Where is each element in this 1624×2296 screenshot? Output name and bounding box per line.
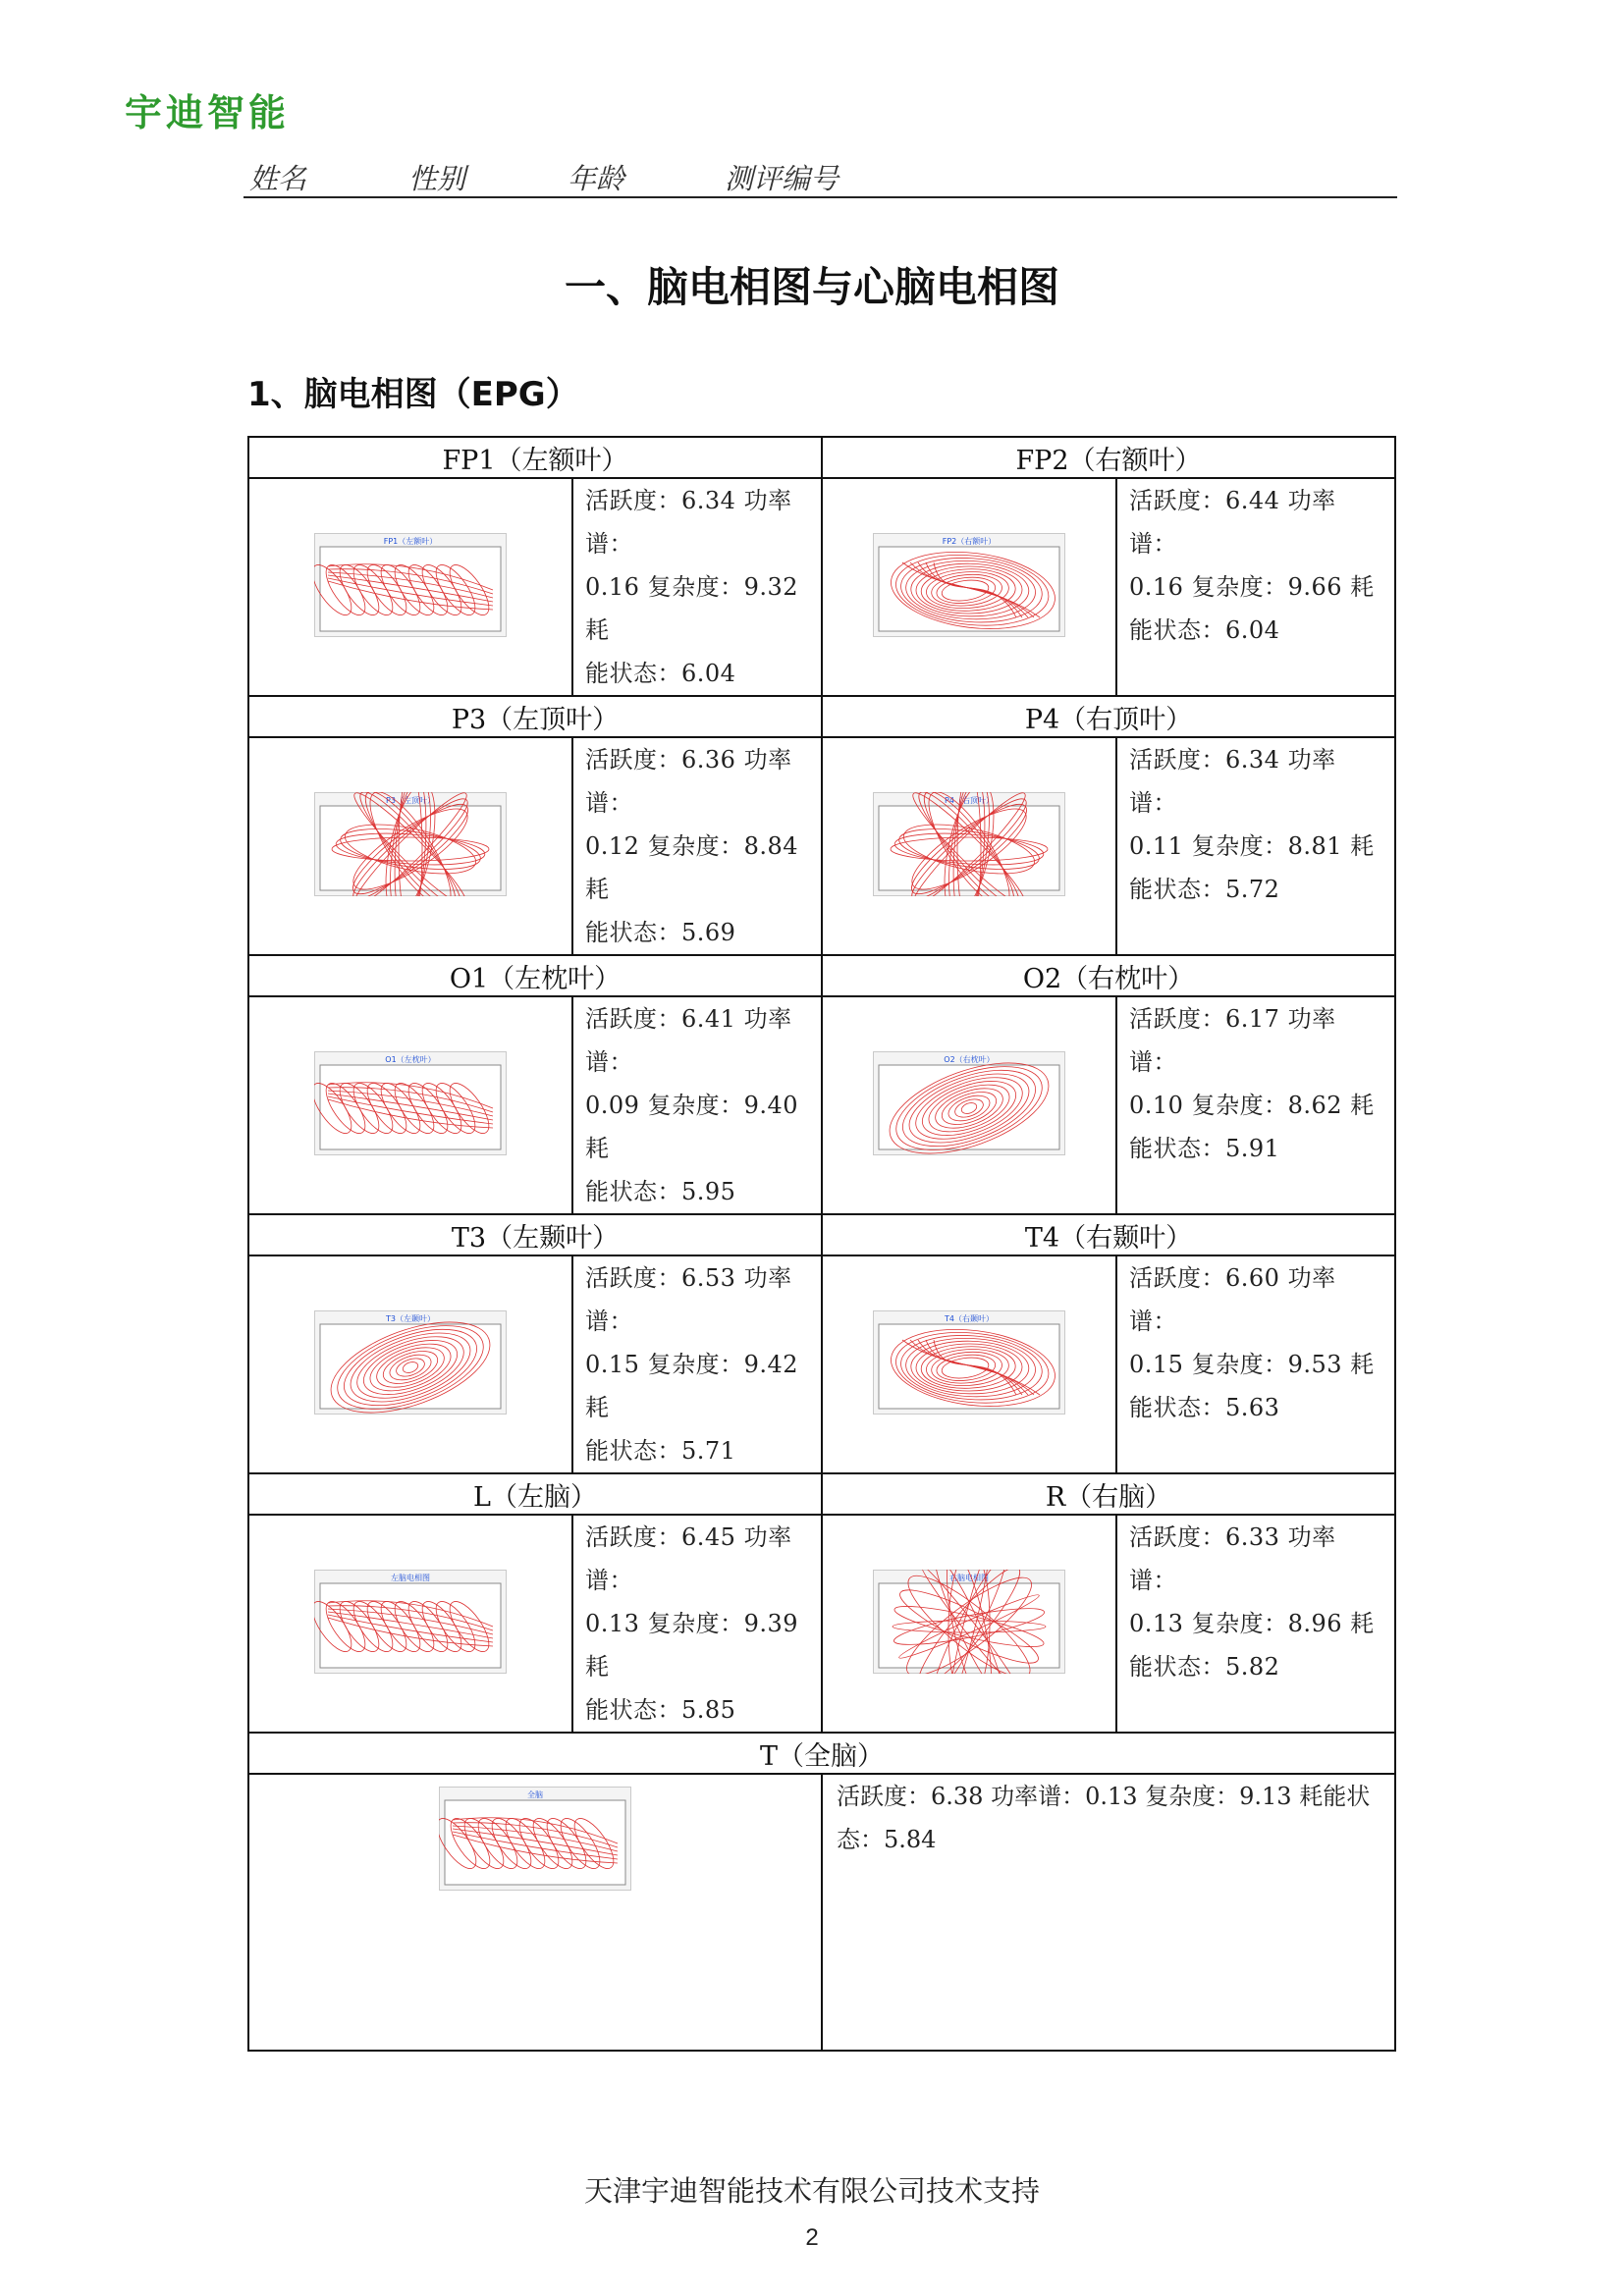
region-title: T3（左颞叶）	[248, 1214, 822, 1255]
epg-header-row	[248, 696, 1395, 737]
epg-phase-image	[314, 1051, 507, 1155]
name-label: 姓名	[249, 162, 307, 195]
epg-metrics-cell-left	[572, 1515, 822, 1733]
metric-line: 态：5.84	[837, 1826, 937, 1853]
epg-data-row	[248, 737, 1395, 955]
metric-line: 活跃度：6.36 功率谱：	[585, 746, 792, 817]
epg-plot-cell-right	[822, 737, 1116, 955]
metric-line: 活跃度：6.34 功率谱：	[585, 487, 792, 558]
epg-header-row	[248, 1733, 1395, 1774]
epg-metrics-cell-right	[1116, 478, 1395, 696]
region-title: T4（右颞叶）	[822, 1214, 1395, 1255]
footer-company: 天津宇迪智能技术有限公司技术支持	[583, 2174, 1040, 2208]
assessment-id-label: 测评编号	[725, 162, 839, 195]
epg-phase-image	[873, 533, 1065, 637]
epg-phase-image	[873, 1051, 1065, 1155]
metric-line: 活跃度：6.34 功率谱：	[1129, 746, 1336, 817]
phase-plot-label: 右脑电相图	[949, 1574, 989, 1582]
epg-metrics-cell-left	[572, 737, 822, 955]
region-title: T（全脑）	[248, 1733, 1395, 1774]
phase-plot-label: T3（左颞叶）	[386, 1314, 435, 1323]
epg-metrics-cell-right	[1116, 996, 1395, 1214]
region-title: FP2（右额叶）	[822, 437, 1395, 478]
epg-metrics-cell-left	[572, 996, 822, 1214]
phase-plot	[873, 533, 1065, 637]
epg-metrics-cell-right	[1116, 1255, 1395, 1473]
epg-total-plot-cell	[248, 1774, 822, 2051]
company-logo: 宇迪智能	[125, 91, 291, 134]
metric-line: 0.15 复杂度：9.42 耗	[585, 1351, 799, 1421]
epg-metrics-cell-right	[1116, 737, 1395, 955]
epg-table	[247, 436, 1396, 2052]
phase-plot-label: FP1（左额叶）	[383, 537, 438, 546]
epg-plot-cell-left	[248, 1255, 572, 1473]
metric-line: 活跃度：6.53 功率谱：	[585, 1264, 792, 1335]
phase-plot	[873, 1570, 1065, 1674]
page-number: 2	[805, 2224, 819, 2251]
metric-line: 0.10 复杂度：8.62 耗	[1129, 1092, 1375, 1119]
metric-line: 能状态：5.71	[585, 1437, 736, 1465]
epg-phase-image	[439, 1787, 631, 1891]
metric-line: 0.13 复杂度：8.96 耗	[1129, 1610, 1375, 1637]
metric-line: 活跃度：6.38 功率谱：0.13 复杂度：9.13 耗能状	[837, 1783, 1371, 1810]
gender-label: 性别	[408, 162, 466, 195]
phase-plot	[314, 1310, 507, 1415]
phase-plot-label: P3（左顶叶）	[386, 796, 435, 805]
metric-line: 活跃度：6.44 功率谱：	[1129, 487, 1336, 558]
metric-line: 能状态：5.63	[1129, 1394, 1280, 1421]
phase-plot	[314, 1051, 507, 1155]
epg-phase-image	[314, 1310, 507, 1415]
metric-line: 能状态：6.04	[1129, 616, 1280, 644]
region-title: L（左脑）	[248, 1473, 822, 1515]
region-title: P4（右顶叶）	[822, 696, 1395, 737]
epg-plot-cell-left	[248, 1515, 572, 1733]
phase-plot	[439, 1787, 631, 1891]
age-label: 年龄	[568, 162, 625, 195]
metric-line: 活跃度：6.60 功率谱：	[1129, 1264, 1336, 1335]
metric-line: 0.09 复杂度：9.40 耗	[585, 1092, 799, 1162]
epg-metrics-cell-right	[1116, 1515, 1395, 1733]
region-title: R（右脑）	[822, 1473, 1395, 1515]
phase-plot	[314, 533, 507, 637]
epg-header-row	[248, 1473, 1395, 1515]
epg-plot-cell-right	[822, 478, 1116, 696]
region-title: FP1（左额叶）	[248, 437, 822, 478]
page-title: 一、脑电相图与心脑电相图	[564, 263, 1059, 311]
epg-data-row	[248, 478, 1395, 696]
epg-data-row	[248, 996, 1395, 1214]
metric-line: 0.16 复杂度：9.66 耗	[1129, 573, 1375, 601]
epg-data-row	[248, 1515, 1395, 1733]
epg-total-row	[248, 1774, 1395, 2051]
epg-phase-image	[873, 792, 1065, 896]
phase-plot	[314, 792, 507, 896]
metric-line: 能状态：5.85	[585, 1696, 736, 1724]
epg-phase-image	[314, 792, 507, 896]
metric-line: 能状态：5.91	[1129, 1135, 1280, 1162]
metric-line: 能状态：5.82	[1129, 1653, 1280, 1681]
epg-metrics-cell-left	[572, 478, 822, 696]
phase-plot-label: P4（右顶叶）	[945, 796, 994, 805]
metric-line: 能状态：5.69	[585, 919, 736, 946]
epg-phase-image	[873, 1310, 1065, 1415]
epg-plot-cell-right	[822, 996, 1116, 1214]
epg-plot-cell-left	[248, 996, 572, 1214]
epg-header-row	[248, 1214, 1395, 1255]
phase-plot	[314, 1570, 507, 1674]
epg-data-row	[248, 1255, 1395, 1473]
metric-line: 0.16 复杂度：9.32 耗	[585, 573, 799, 644]
epg-header-row	[248, 437, 1395, 478]
epg-phase-image	[314, 533, 507, 637]
epg-total-metrics-cell	[822, 1774, 1395, 2051]
epg-plot-cell-right	[822, 1255, 1116, 1473]
phase-plot-label: O1（左枕叶）	[385, 1055, 436, 1064]
phase-plot-label: T4（右颞叶）	[945, 1314, 994, 1323]
epg-plot-cell-left	[248, 737, 572, 955]
patient-info-header	[244, 153, 1397, 198]
metric-line: 能状态：5.72	[1129, 876, 1280, 903]
metric-line: 活跃度：6.41 功率谱：	[585, 1005, 792, 1076]
region-title: P3（左顶叶）	[248, 696, 822, 737]
metric-line: 0.11 复杂度：8.81 耗	[1129, 832, 1375, 860]
section-title: 1、脑电相图（EPG）	[247, 375, 579, 414]
metric-line: 能状态：6.04	[585, 660, 736, 687]
phase-plot-label: FP2（右额叶）	[942, 537, 997, 546]
metric-line: 活跃度：6.33 功率谱：	[1129, 1523, 1336, 1594]
phase-plot	[873, 1051, 1065, 1155]
phase-plot-label: 左脑电相图	[391, 1574, 430, 1582]
region-title: O2（右枕叶）	[822, 955, 1395, 996]
metric-line: 0.13 复杂度：9.39 耗	[585, 1610, 799, 1681]
metric-line: 活跃度：6.17 功率谱：	[1129, 1005, 1336, 1076]
phase-plot	[873, 1310, 1065, 1415]
metric-line: 0.15 复杂度：9.53 耗	[1129, 1351, 1375, 1378]
metric-line: 0.12 复杂度：8.84 耗	[585, 832, 799, 903]
phase-plot	[873, 792, 1065, 896]
epg-phase-image	[873, 1570, 1065, 1674]
phase-plot-label: O2（右枕叶）	[944, 1055, 995, 1064]
epg-phase-image	[314, 1570, 507, 1674]
epg-plot-cell-right	[822, 1515, 1116, 1733]
metric-line: 能状态：5.95	[585, 1178, 736, 1205]
epg-plot-cell-left	[248, 478, 572, 696]
epg-metrics-cell-left	[572, 1255, 822, 1473]
metric-line: 活跃度：6.45 功率谱：	[585, 1523, 792, 1594]
epg-header-row	[248, 955, 1395, 996]
region-title: O1（左枕叶）	[248, 955, 822, 996]
phase-plot-label: 全脑	[527, 1790, 543, 1799]
